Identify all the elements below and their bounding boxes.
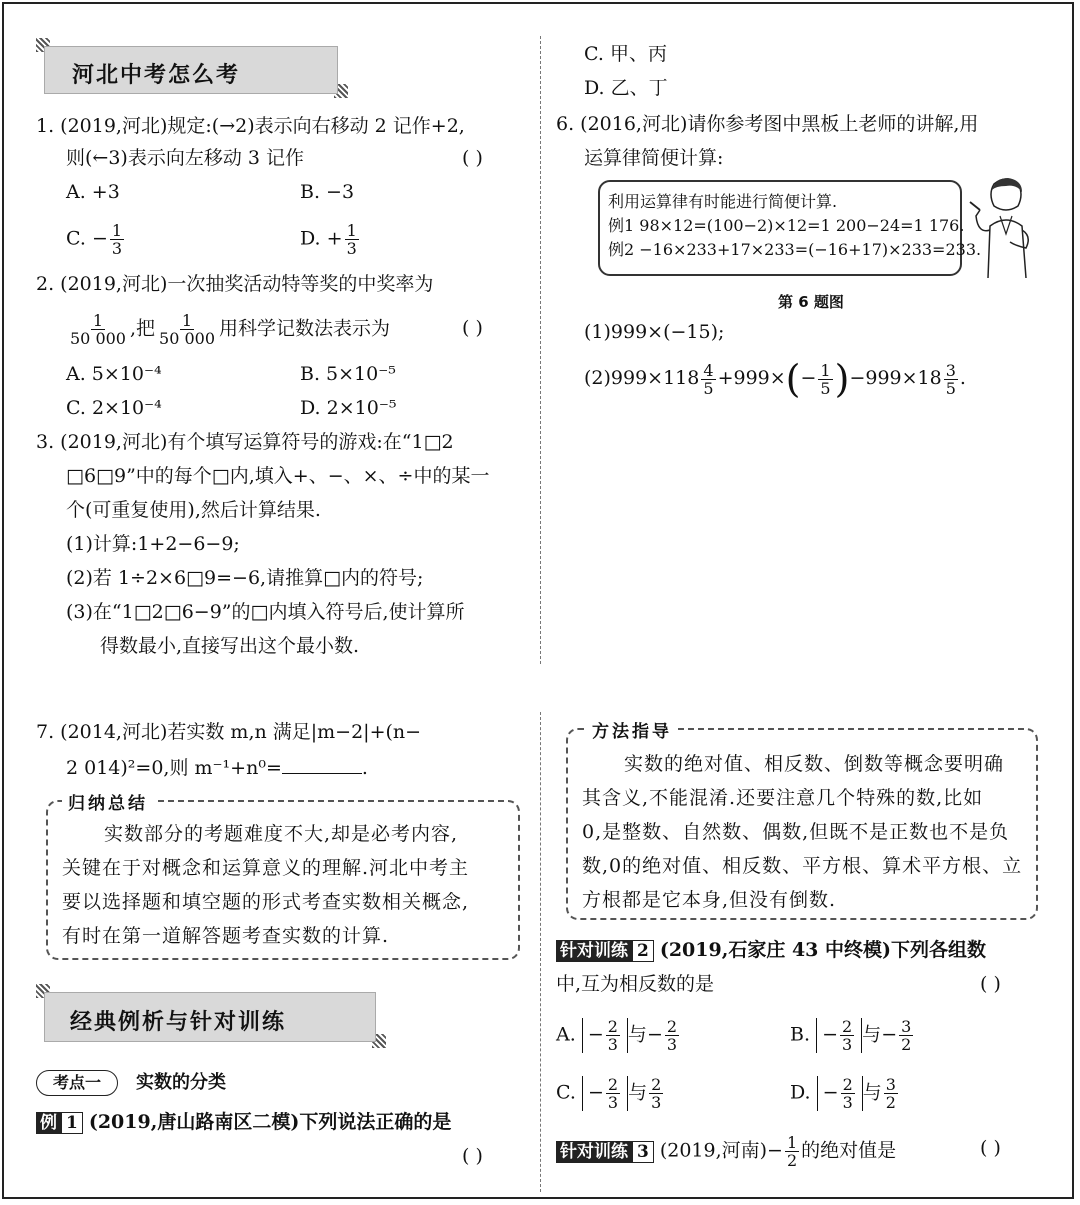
teacher-illustration <box>966 176 1048 280</box>
q3-line3: 个(可重复使用),然后计算结果. <box>66 499 321 521</box>
q2-option-a: A. 5×10⁻⁴ <box>66 363 162 385</box>
method-line: 方根都是它本身,但没有倒数. <box>582 889 837 911</box>
column-divider <box>540 712 541 1192</box>
kaodian-tag: 考点一 <box>36 1070 118 1096</box>
q2-option-c: C. 2×10⁻⁴ <box>66 397 162 419</box>
summary-line: 要以选择题和填空题的形式考查实数相关概念, <box>62 891 470 913</box>
q3-line5: (2)若 1÷2×6□9=−6,请推算□内的符号; <box>66 567 424 589</box>
method-line: 数,0的绝对值、相反数、平方根、算术平方根、立 <box>582 855 1023 877</box>
q1-line1: 1. (2019,河北)规定:(→2)表示向右移动 2 记作+2, <box>36 115 465 137</box>
method-line: 其含义,不能混淆.还要注意几个特殊的数,比如 <box>582 787 984 809</box>
q3-line2: □6□9”中的每个□内,填入+、−、×、÷中的某一 <box>66 465 490 487</box>
t2-option-c: C. − $\frac{2}{3}$ 与 $\frac{2}{3}$ <box>556 1075 662 1112</box>
method-line: 0,是整数、自然数、偶数,但既不是正数也不是负 <box>582 821 1010 843</box>
q3-line1: 3. (2019,河北)有个填写运算符号的游戏:在“1□2 <box>36 431 454 453</box>
board-line3: 例2 −16×233+17×233=(−16+17)×233=233. <box>608 240 982 259</box>
training-2: 针对训练 2 (2019,石家庄 43 中终模)下列各组数 <box>556 938 986 962</box>
q7-line2: 2 014)²=0,则 m⁻¹+n⁰= . <box>66 757 368 779</box>
summary-line: 有时在第一道解答题考查实数的计算. <box>62 925 390 947</box>
summary-label: 归纳总结 <box>62 789 154 814</box>
q2-option-b: B. 5×10⁻⁵ <box>300 363 396 385</box>
answer-blank[interactable] <box>282 773 362 774</box>
q2-option-d: D. 2×10⁻⁵ <box>300 397 397 419</box>
q6-line2: 运算律简便计算: <box>584 147 724 169</box>
example-1-paren: ( ) <box>462 1145 483 1167</box>
column-divider <box>540 36 541 664</box>
q1-option-a: A. +3 <box>66 181 120 203</box>
q3-line7: 得数最小,直接写出这个最小数. <box>100 635 360 657</box>
q2-line1: 2. (2019,河北)一次抽奖活动特等奖的中奖率为 <box>36 273 434 295</box>
q2-paren: ( ) <box>462 317 483 339</box>
t2-option-d: D. − $\frac{2}{3}$ 与 $\frac{3}{2}$ <box>790 1075 896 1112</box>
training-2-paren: ( ) <box>980 973 1001 995</box>
t2-option-a: A. − $\frac{2}{3}$ 与− $\frac{2}{3}$ <box>556 1017 678 1054</box>
summary-line: 实数部分的考题难度不大,却是必考内容, <box>104 823 459 845</box>
section-title: 河北中考怎么考 <box>72 63 241 88</box>
board-line1: 利用运算律有时能进行简便计算. <box>608 192 838 211</box>
training-2-line2: 中,互为相反数的是 <box>556 973 715 995</box>
q1-option-d: D. + $\frac{1}{3}$ <box>300 221 357 258</box>
q1-paren: ( ) <box>462 147 483 169</box>
q7-line1: 7. (2014,河北)若实数 m,n 满足|m−2|+(n− <box>36 721 422 743</box>
kaodian-title: 实数的分类 <box>136 1072 226 1093</box>
board-line2: 例1 98×12=(100−2)×12=1 200−24=1 176. <box>608 216 965 235</box>
q5-option-d: D. 乙、丁 <box>584 77 668 99</box>
q1-option-b: B. −3 <box>300 181 355 203</box>
training-3-paren: ( ) <box>980 1137 1001 1159</box>
q6-line1: 6. (2016,河北)请你参考图中黑板上老师的讲解,用 <box>556 113 979 135</box>
q5-option-c: C. 甲、丙 <box>584 43 667 65</box>
method-label: 方法指导 <box>586 717 678 742</box>
q1-option-c: C. − $\frac{1}{3}$ <box>66 221 123 258</box>
q3-line4: (1)计算:1+2−6−9; <box>66 533 240 555</box>
q6-sub1: (1)999×(−15); <box>584 321 725 343</box>
example-1: 例 1 (2019,唐山路南区二模)下列说法正确的是 <box>36 1110 451 1134</box>
summary-line: 关键在于对概念和运算意义的理解.河北中考主 <box>62 857 470 879</box>
q6-sub2: (2)999×118 $\frac{4}{5}$ +999×(− $\frac{1}{5}$ )−999×18 $\frac{3}{5}$ . <box>584 357 966 401</box>
method-line: 实数的绝对值、相反数、倒数等概念要明确 <box>624 753 1005 775</box>
q1-line2: 则(←3)表示向左移动 3 记作 <box>66 147 305 169</box>
q3-line6: (3)在“1□2□6−9”的□内填入符号后,使计算所 <box>66 601 465 623</box>
t2-option-b: B. − $\frac{2}{3}$ 与− $\frac{3}{2}$ <box>790 1017 912 1054</box>
figure-caption: 第 6 题图 <box>778 293 844 311</box>
q2-line2: $\frac{1}{50 000}$ ,把 $\frac{1}{50 000}$ 用科学记数法表示为 <box>70 311 391 348</box>
section-title: 经典例析与针对训练 <box>70 1010 287 1035</box>
training-3: 针对训练 3 (2019,河南)− $\frac{1}{2}$ 的绝对值是 <box>556 1134 896 1169</box>
